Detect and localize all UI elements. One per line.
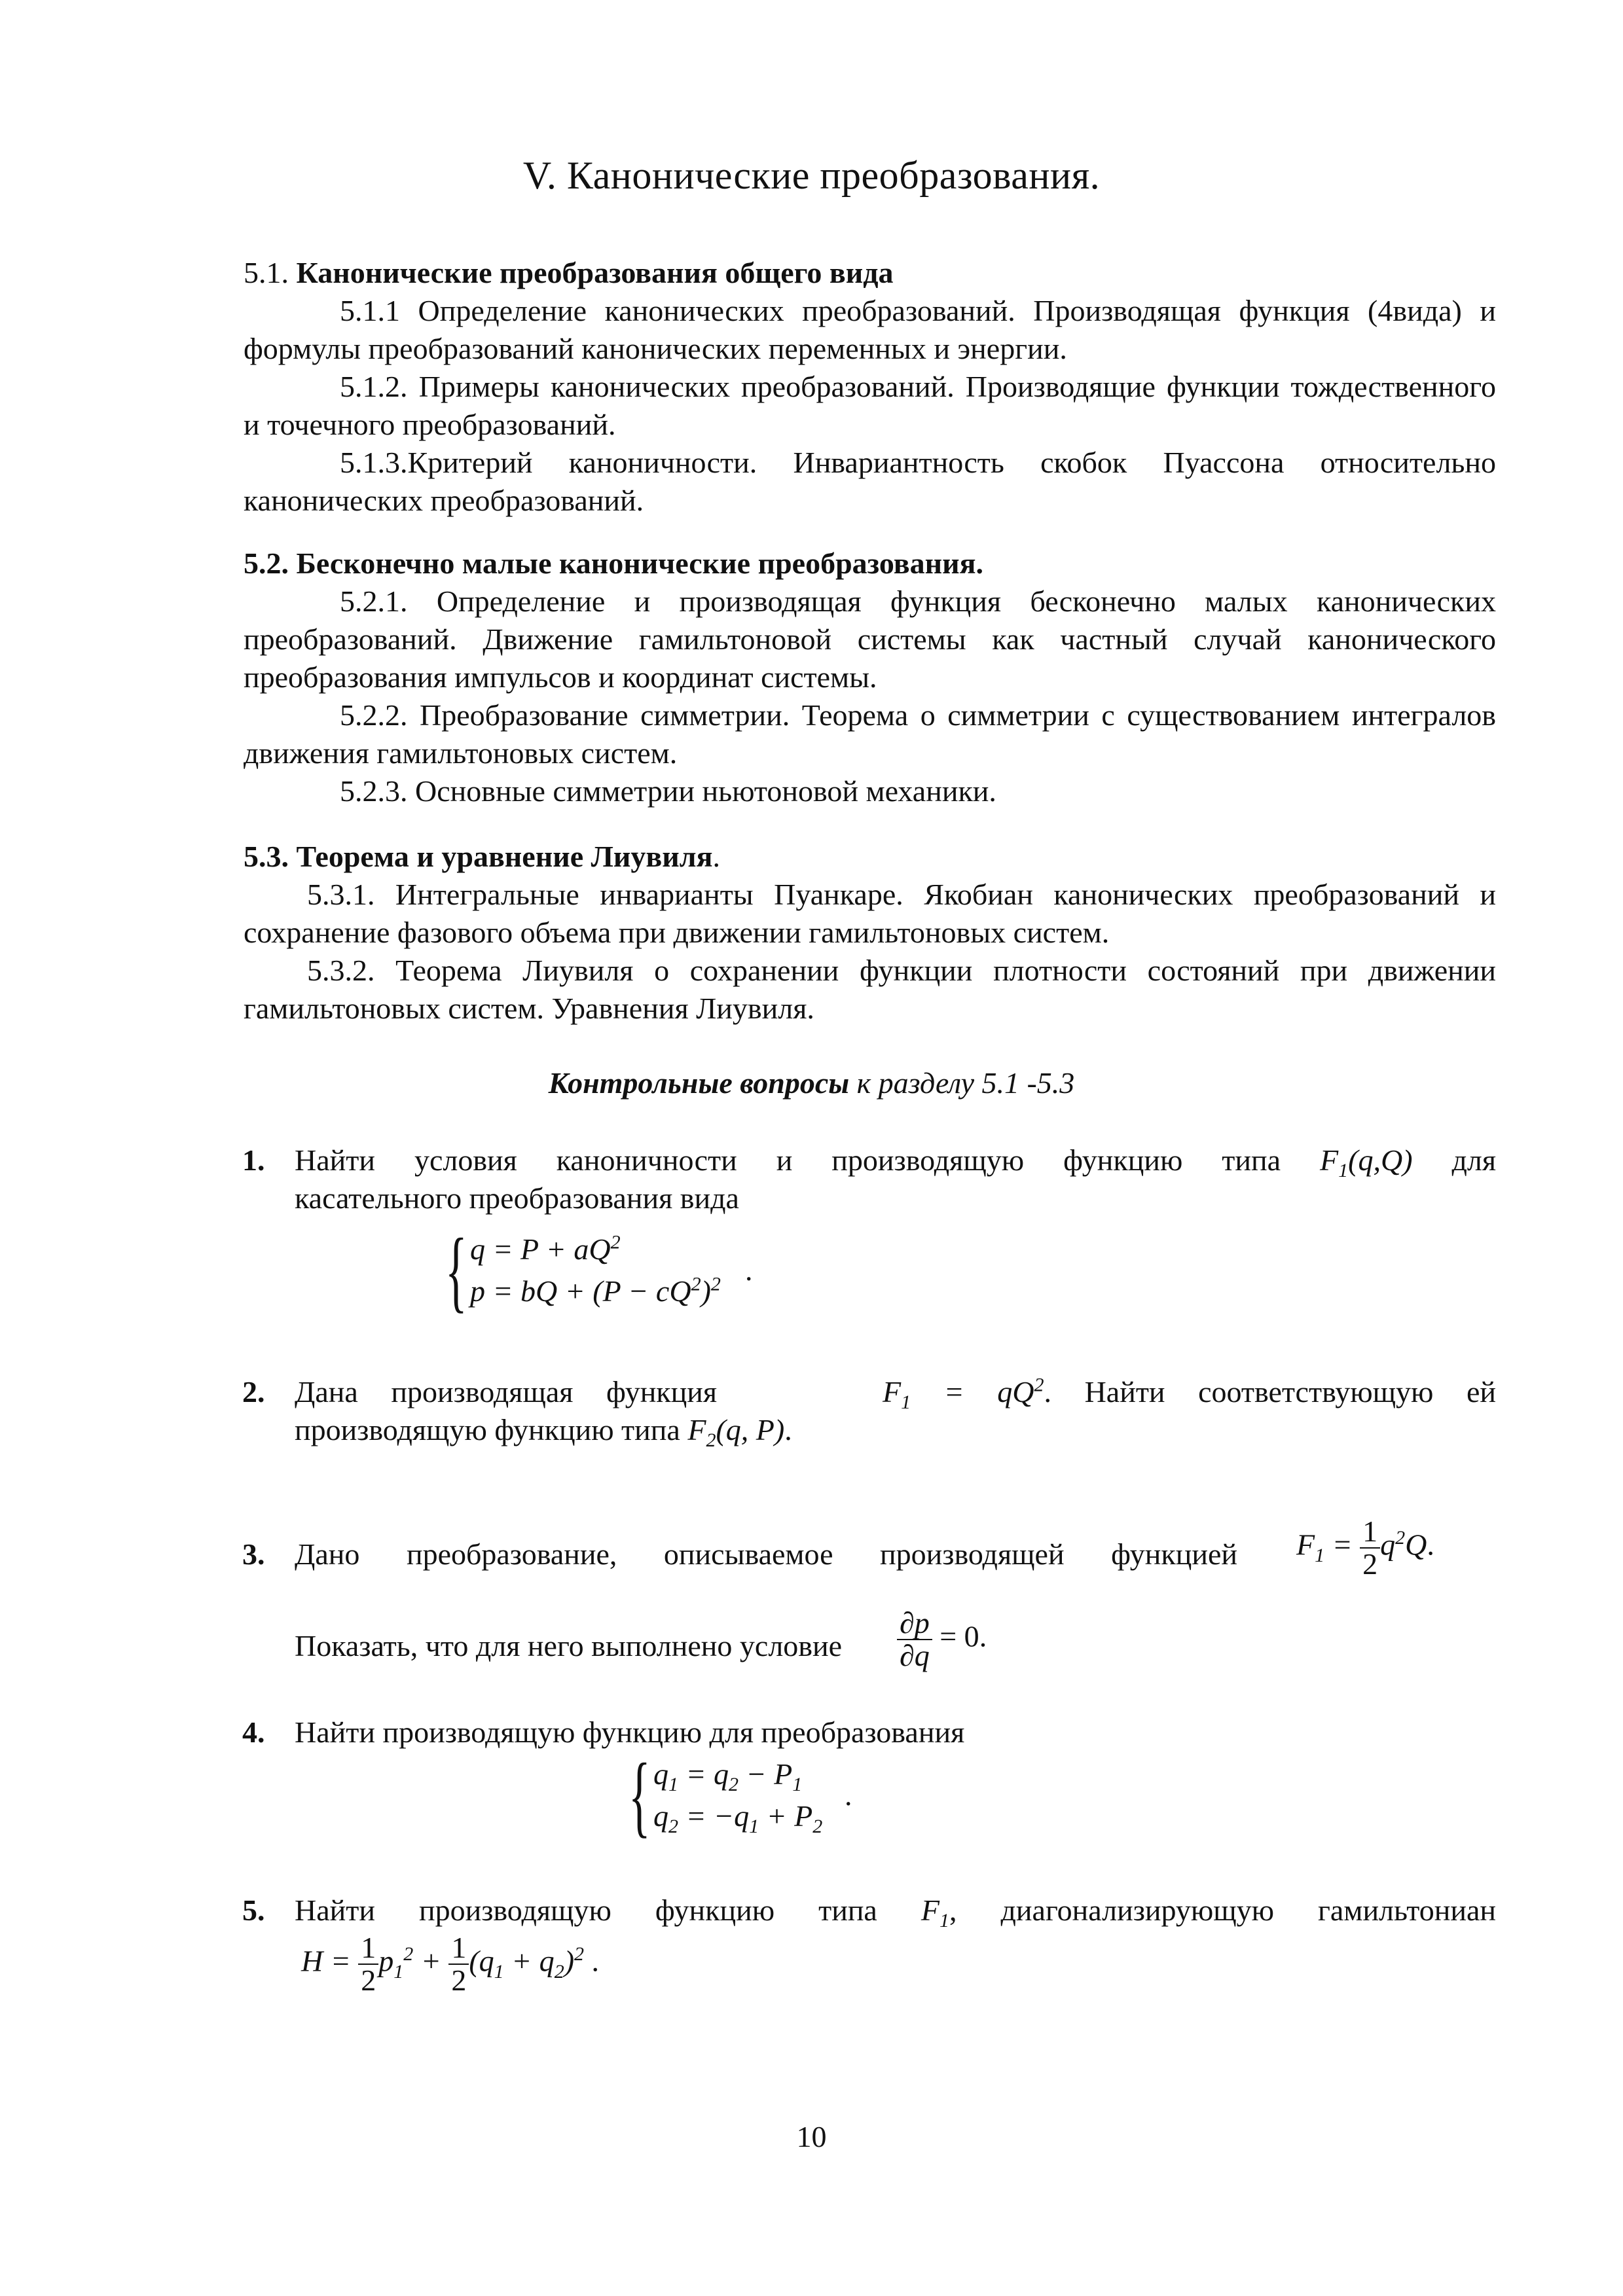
question-2 — [242, 1373, 1496, 1452]
numerator: ∂p — [897, 1607, 932, 1640]
subscript: 2 — [554, 1960, 564, 1982]
paragraph-5-1-1: 5.1.1 Определение канонических преобразований. Производящая функция (4вида) и формулы преобразований канонических переменных и энергии. — [244, 294, 1496, 365]
question-text: Найти производящую функцию типа — [295, 1893, 877, 1927]
superscript: 2 — [1395, 1527, 1406, 1549]
section-5-3 — [244, 838, 1496, 1028]
eq-text: + q — [503, 1944, 555, 1978]
equation-period: . — [745, 1253, 753, 1287]
question-text-line-2 — [295, 1607, 1496, 1686]
question-number: 1. — [242, 1143, 265, 1177]
section-number: 5.1. — [244, 256, 297, 289]
eq-text: − P — [739, 1757, 793, 1791]
eq-text: H = — [301, 1944, 359, 1978]
superscript: 2 — [691, 1273, 701, 1295]
period: . — [584, 1944, 600, 1978]
paragraph-5-2-2: 5.2.2. Преобразование симметрии. Теорема о симметрии с существованием интегралов движения гамильтоновых систем. — [244, 698, 1496, 770]
text-tail: для — [1412, 1143, 1497, 1177]
question-text-line — [295, 1373, 1496, 1414]
question-text-tail: , диагонализирующую гамильтониан — [949, 1893, 1497, 1927]
question-text-line — [295, 1516, 1496, 1588]
eq-text: = 0 — [932, 1619, 979, 1653]
section-heading — [244, 254, 1496, 292]
question-text-line-2: касательного преобразования вида — [295, 1181, 739, 1215]
superscript: 2 — [403, 1943, 414, 1965]
formula-f1 — [882, 1374, 1044, 1414]
question-text-line — [295, 1892, 1497, 1932]
function-f2 — [687, 1413, 785, 1452]
section-heading — [244, 838, 1496, 876]
question-4 — [242, 1713, 1496, 1751]
eq-text: q — [653, 1799, 668, 1833]
question-text: Найти условия каноничности и производящую функцию типа — [295, 1143, 1281, 1177]
superscript: 2 — [1034, 1374, 1044, 1396]
eq-text: ) — [701, 1274, 711, 1308]
section-heading — [244, 545, 1496, 583]
arguments: (q,Q) — [1348, 1143, 1413, 1177]
paragraph-5-2-3: 5.2.3. Основные симметрии ньютоновой механики. — [340, 774, 996, 808]
question-text: Показать, что для него выполнено условие — [295, 1629, 843, 1662]
equation-system-1 — [445, 1220, 773, 1321]
control-questions-range: к разделу 5.1 -5.3 — [849, 1066, 1075, 1100]
subscript: 2 — [668, 1816, 678, 1838]
subscript: 1 — [939, 1910, 949, 1932]
superscript: 2 — [610, 1231, 621, 1253]
fraction-one-half — [358, 1932, 378, 1996]
page-number: 10 — [796, 2120, 827, 2153]
hamiltonian-formula — [301, 1932, 1496, 1996]
equation-line-2 — [470, 1272, 721, 1310]
eq-text: p = bQ + (P − cQ — [470, 1274, 691, 1308]
function-f1 — [921, 1893, 949, 1932]
section-title: 5.3. Теорема и уравнение Лиувиля — [244, 840, 713, 873]
paragraph-5-1-3: 5.1.3.Критерий каноничности. Инвариантность скобок Пуассона относительно канонических преобразований. — [244, 446, 1496, 517]
numerator: 1 — [358, 1932, 378, 1965]
question-text: производящую функцию типа — [295, 1413, 680, 1446]
heading-period: . — [712, 840, 720, 873]
symbol: F — [1320, 1143, 1339, 1177]
subscript: 1 — [393, 1960, 404, 1982]
section-5-2 — [244, 545, 1496, 810]
section-title: Канонические преобразования общего вида — [296, 256, 894, 289]
function-f1 — [1320, 1143, 1413, 1182]
period: . — [1427, 1528, 1434, 1562]
denominator: 2 — [361, 1964, 376, 1997]
question-5 — [242, 1892, 1497, 1997]
eq-text: + — [413, 1944, 449, 1978]
numerator: 1 — [448, 1932, 469, 1965]
eq-text: = qQ — [911, 1375, 1034, 1408]
brace-icon: { — [629, 1745, 651, 1846]
symbol: F — [882, 1375, 902, 1408]
denominator: ∂q — [900, 1639, 930, 1672]
paragraph-5-3-1: 5.3.1. Интегральные инварианты Пуанкаре. Якобиан канонических преобразований и сохранение фазового объема при движении гамильтоновых систем. — [244, 878, 1496, 949]
eq-text: q — [653, 1757, 668, 1791]
page-title: V. Канонические преобразования. — [522, 154, 1101, 197]
superscript: 2 — [574, 1943, 585, 1965]
eq-text: = — [1324, 1528, 1360, 1562]
eq-text: Q — [1405, 1528, 1427, 1562]
control-questions-title: Контрольные вопросы — [548, 1066, 850, 1100]
equation-line-1 — [470, 1230, 621, 1268]
subscript: 2 — [812, 1816, 823, 1838]
question-text-line-2 — [295, 1411, 1496, 1452]
equation-line-1 — [653, 1755, 803, 1796]
question-1 — [242, 1141, 1497, 1217]
question-3 — [242, 1515, 1496, 1686]
superscript: 2 — [710, 1273, 721, 1295]
subscript: 1 — [1315, 1544, 1325, 1566]
symbol: F — [687, 1413, 706, 1446]
denominator: 2 — [1362, 1547, 1378, 1581]
paragraph-5-2-1: 5.2.1. Определение и производящая функция бесконечно малых канонических преобразований. Движение гамильтоновой системы как частный случай канонического преобразования импульсов и координат системы. — [244, 584, 1496, 694]
question-number: 4. — [242, 1715, 265, 1749]
subscript: 1 — [668, 1774, 678, 1796]
question-number: 2. — [242, 1375, 265, 1408]
subscript: 2 — [706, 1429, 716, 1452]
control-questions-heading — [0, 1066, 1623, 1100]
period: . — [784, 1413, 792, 1446]
paragraph-text: 5.3.2. Теорема Лиувиля о сохранении функции плотности состояний при движении гамильтоновых систем. Уравнения Лиувиля. — [244, 954, 1496, 1025]
period: . — [979, 1619, 987, 1653]
fraction-one-half — [448, 1932, 469, 1996]
subscript: 1 — [749, 1816, 759, 1838]
equation-period: . — [845, 1778, 852, 1812]
eq-text: + P — [759, 1799, 813, 1833]
question-text: Дано преобразование, описываемое производящей функцией — [295, 1537, 1237, 1571]
equation-system-4 — [629, 1745, 890, 1846]
equation-line-2 — [653, 1797, 823, 1838]
partial-derivative — [897, 1607, 987, 1672]
section-5-1 — [244, 254, 1496, 520]
question-number: 5. — [242, 1893, 265, 1927]
eq-text: ) — [564, 1944, 575, 1978]
eq-text: q — [1380, 1528, 1396, 1562]
subscript: 1 — [792, 1774, 803, 1796]
brace-icon: { — [445, 1220, 467, 1321]
subscript: 1 — [494, 1960, 504, 1982]
denominator: 2 — [451, 1964, 467, 1997]
subscript: 1 — [901, 1391, 911, 1414]
eq-text: p — [378, 1944, 394, 1978]
question-number: 3. — [242, 1537, 265, 1571]
symbol: F — [921, 1893, 939, 1927]
fraction-dp-dq — [897, 1607, 932, 1672]
fraction-one-half — [1360, 1516, 1380, 1580]
formula-f1 — [1296, 1516, 1434, 1580]
eq-text: = q — [678, 1757, 729, 1791]
question-text-line — [295, 1141, 1497, 1182]
numerator: 1 — [1360, 1516, 1380, 1549]
paragraph-5-3-2 — [244, 952, 1496, 1028]
arguments: (q, P) — [716, 1413, 785, 1446]
section-title: 5.2. Бесконечно малые канонические преобразования. — [244, 547, 983, 580]
question-text: Дана производящая функция — [295, 1375, 718, 1408]
eq-text: q = P + aQ — [470, 1232, 611, 1266]
subscript: 1 — [1338, 1160, 1349, 1182]
question-text: Найти производящую функцию для преобразования — [295, 1715, 965, 1749]
subscript: 2 — [729, 1774, 739, 1796]
question-text-tail: . Найти соответствующую ей — [1044, 1375, 1496, 1408]
eq-text: (q — [469, 1944, 494, 1978]
eq-text: = −q — [678, 1799, 750, 1833]
symbol: F — [1296, 1528, 1315, 1562]
paragraph-5-1-2: 5.1.2. Примеры канонических преобразований. Производящие функции тождественного и точечного преобразований. — [244, 370, 1496, 441]
